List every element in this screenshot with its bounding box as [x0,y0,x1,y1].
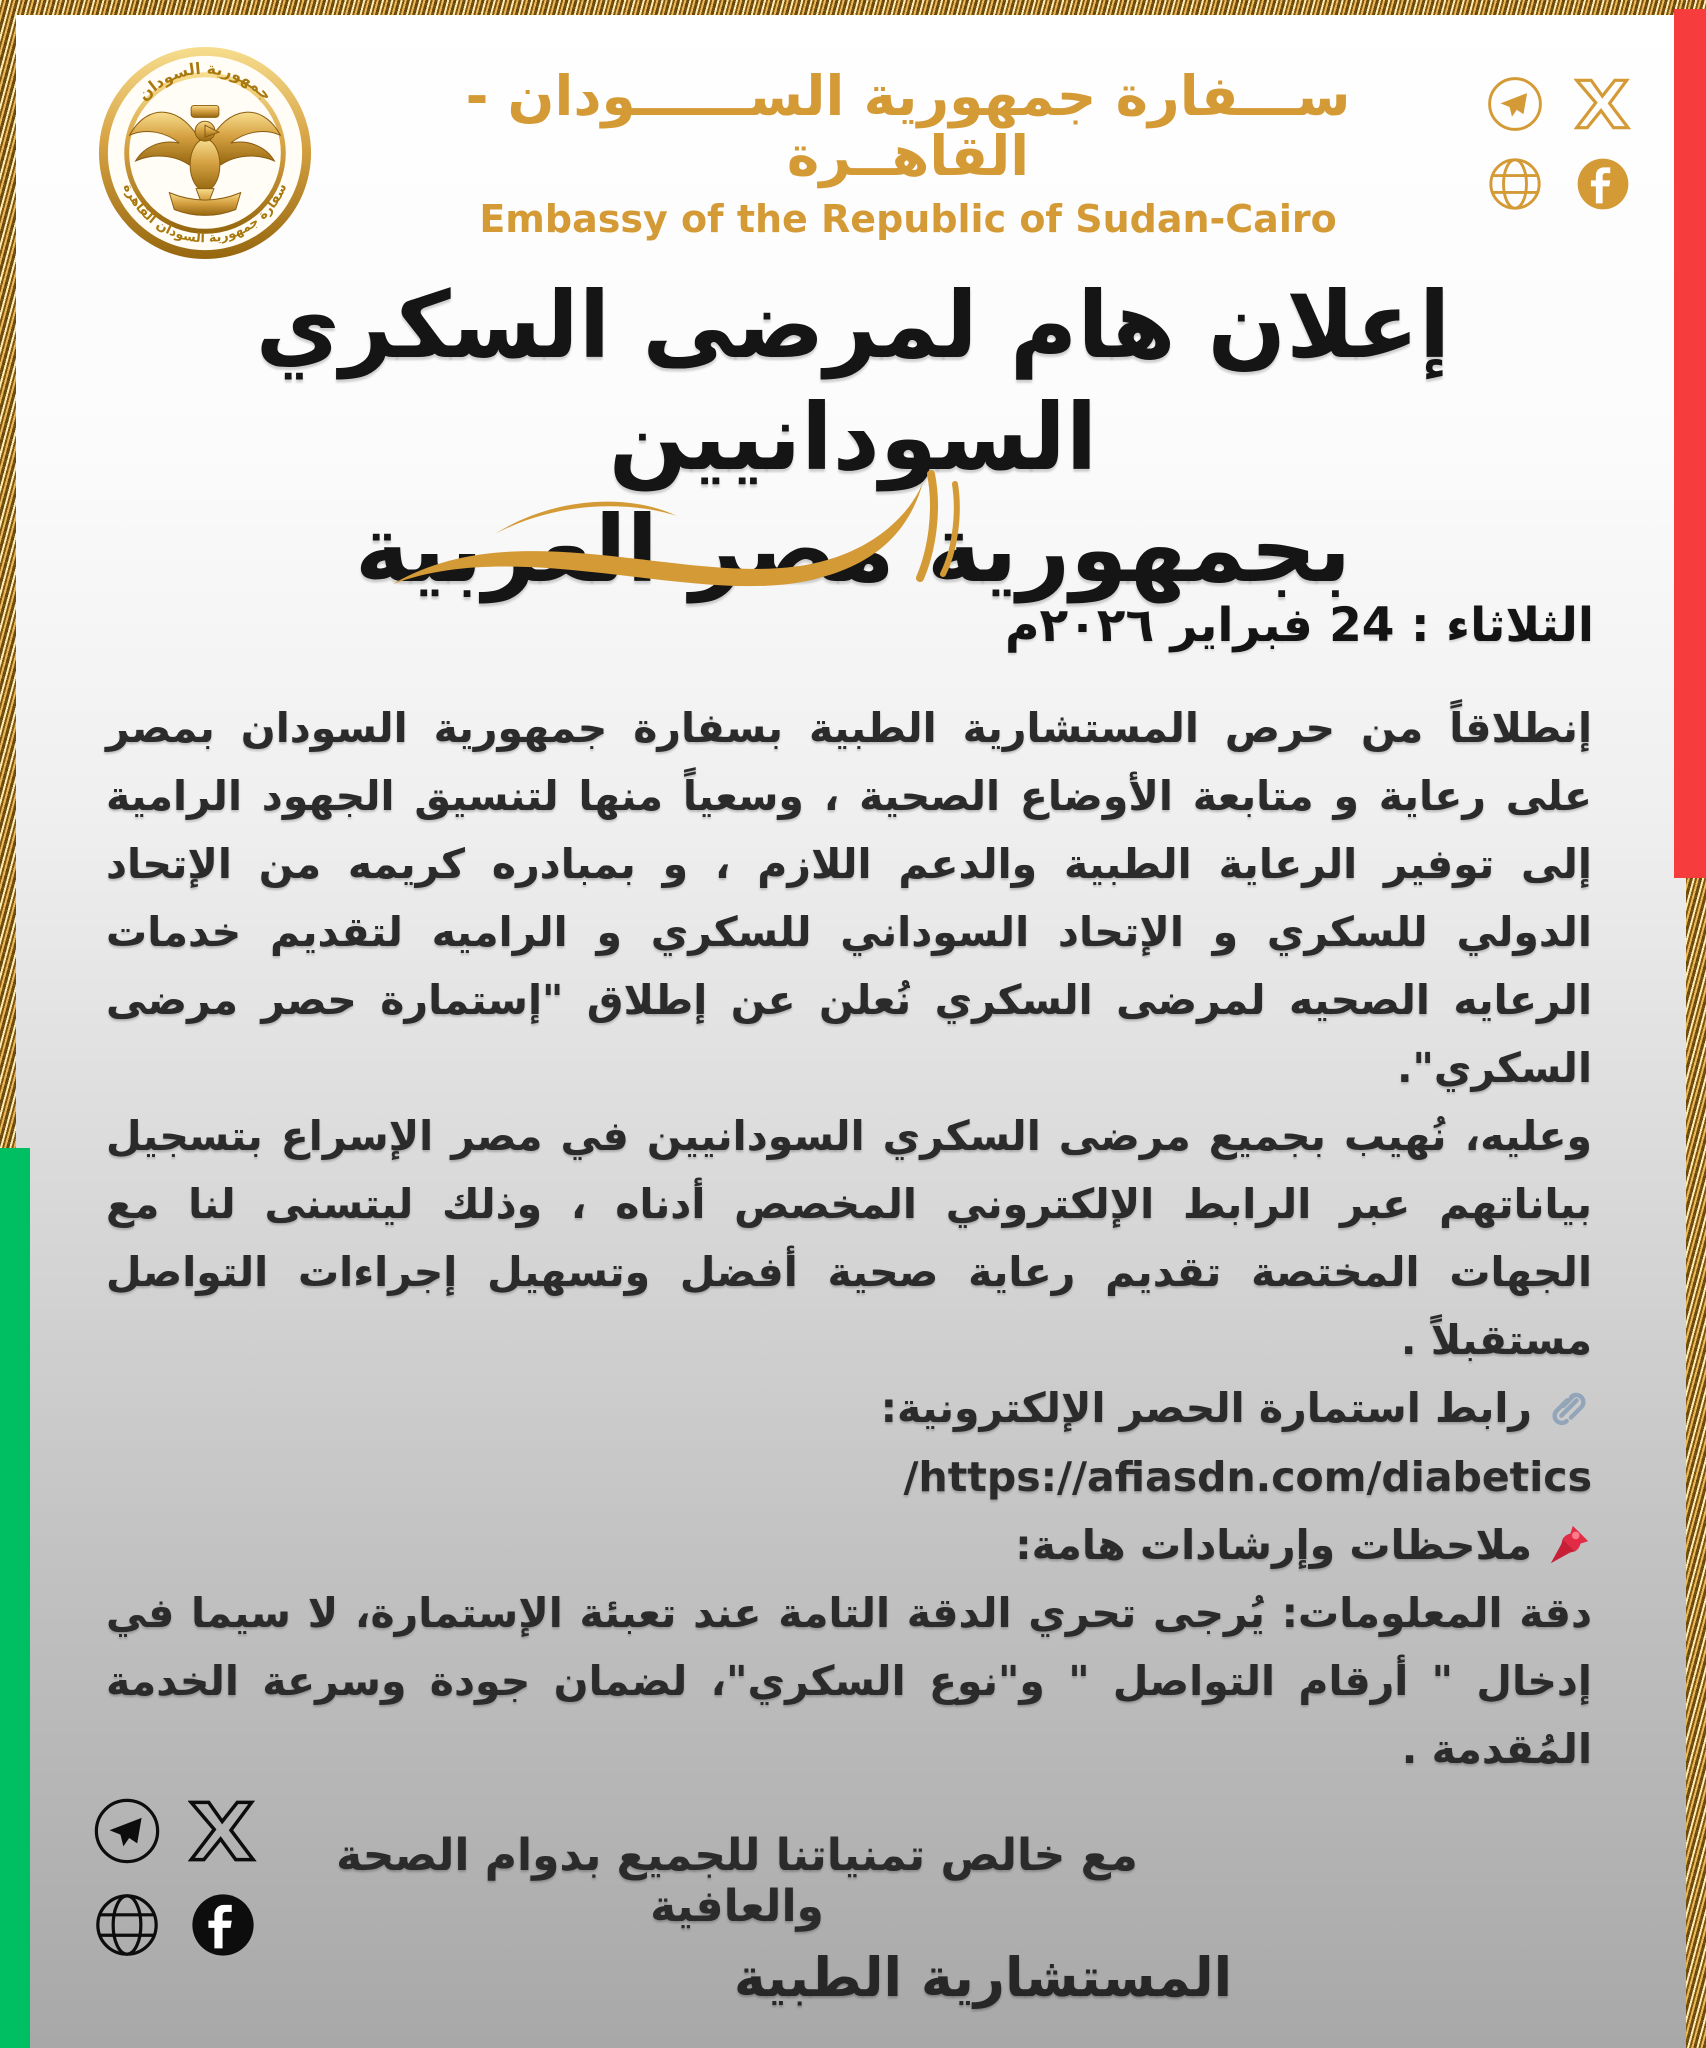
body-paragraph-1: إنطلاقاً من حرص المستشارية الطبية بسفارة جمهورية السودان بمصر على رعاية و متابعة الأوضاع الصحية ، وسعياً منها لتنسيق الجهود الرامية إلى توفير الرعاية الطبية والدعم اللازم ، و بمبادره كريمه من الإتحاد الدولي للسكري و الإتحاد السوداني للسكري و الراميه لتقديم خدمات الرعايه الصحيه لمرضى السكري نُعلن عن إطلاق "إستمارة حصر مرضى السكري". [106,704,1592,1093]
telegram-icon[interactable] [92,1796,162,1866]
link-icon [1546,1385,1592,1431]
embassy-emblem-logo [96,44,314,262]
headline-line2: بجمهورية مصر العربية [354,496,1352,604]
gold-glitter-border-top [0,0,1706,15]
footer-social-icons [92,1796,262,1976]
x-icon[interactable] [188,1796,258,1866]
announcement-body [106,694,1592,1794]
embassy-title-arabic: ســـفارة جمهورية الســــــودان - القاهــرة [465,63,1351,188]
header-titles [344,63,1472,241]
facebook-icon[interactable] [1574,155,1632,213]
globe-icon[interactable] [1486,155,1544,213]
notes-heading: ملاحظات وإرشادات هامة: [1015,1520,1532,1569]
announcement-date: الثلاثاء : 24 فبراير ٢٠٢٦م [1004,598,1594,653]
form-link-row [106,1374,1592,1442]
facebook-icon[interactable] [188,1890,258,1960]
form-link-label: رابط استمارة الحصر الإلكترونية: [880,1384,1532,1433]
logo-ring-bottom-text: سفارة جمهورية السودان القاهرة [119,181,291,247]
flag-red-bar [1674,9,1706,878]
logo-ring-top-text: جمهورية السودان [133,58,277,105]
x-icon[interactable] [1574,75,1632,133]
telegram-icon[interactable] [1486,75,1544,133]
gold-swoosh-decoration [375,462,975,632]
signature-medical-consultancy: المستشارية الطبية [733,1946,1233,2009]
embassy-title-english: Embassy of the Republic of Sudan-Cairo [479,196,1337,241]
headline-line1: إعلان هام لمرضى السكري السودانيين [255,272,1451,492]
globe-icon[interactable] [92,1890,162,1960]
notes-heading-row [106,1511,1592,1579]
form-link-url[interactable]: /https://afiasdn.com/diabetics [903,1452,1592,1501]
closing-wishes: مع خالص تمنياتنا للجميع بدوام الصحة والعافية [336,1830,1138,1932]
header-social-icons [1482,71,1636,217]
notes-body: دقة المعلومات: يُرجى تحري الدقة التامة عند تعبئة الإستمارة، لا سيما في إدخال " أرقام التواصل " و"نوع السكري"، لضمان جودة وسرعة الخدمة المُقدمة . [106,1588,1592,1773]
header [96,38,1636,268]
pushpin-icon [1546,1522,1592,1568]
body-paragraph-2: وعليه، نُهيب بجميع مرضى السكري السودانيين في مصر الإسراع بتسجيل بياناتهم عبر الرابط الإلكتروني المخصص أدناه ، وذلك ليتسنى لنا مع الجهات المختصة تقديم رعاية صحية أفضل وتسهيل إجراءات التواصل مستقبلاً . [106,1112,1592,1365]
flag-green-bar [0,1148,30,2048]
